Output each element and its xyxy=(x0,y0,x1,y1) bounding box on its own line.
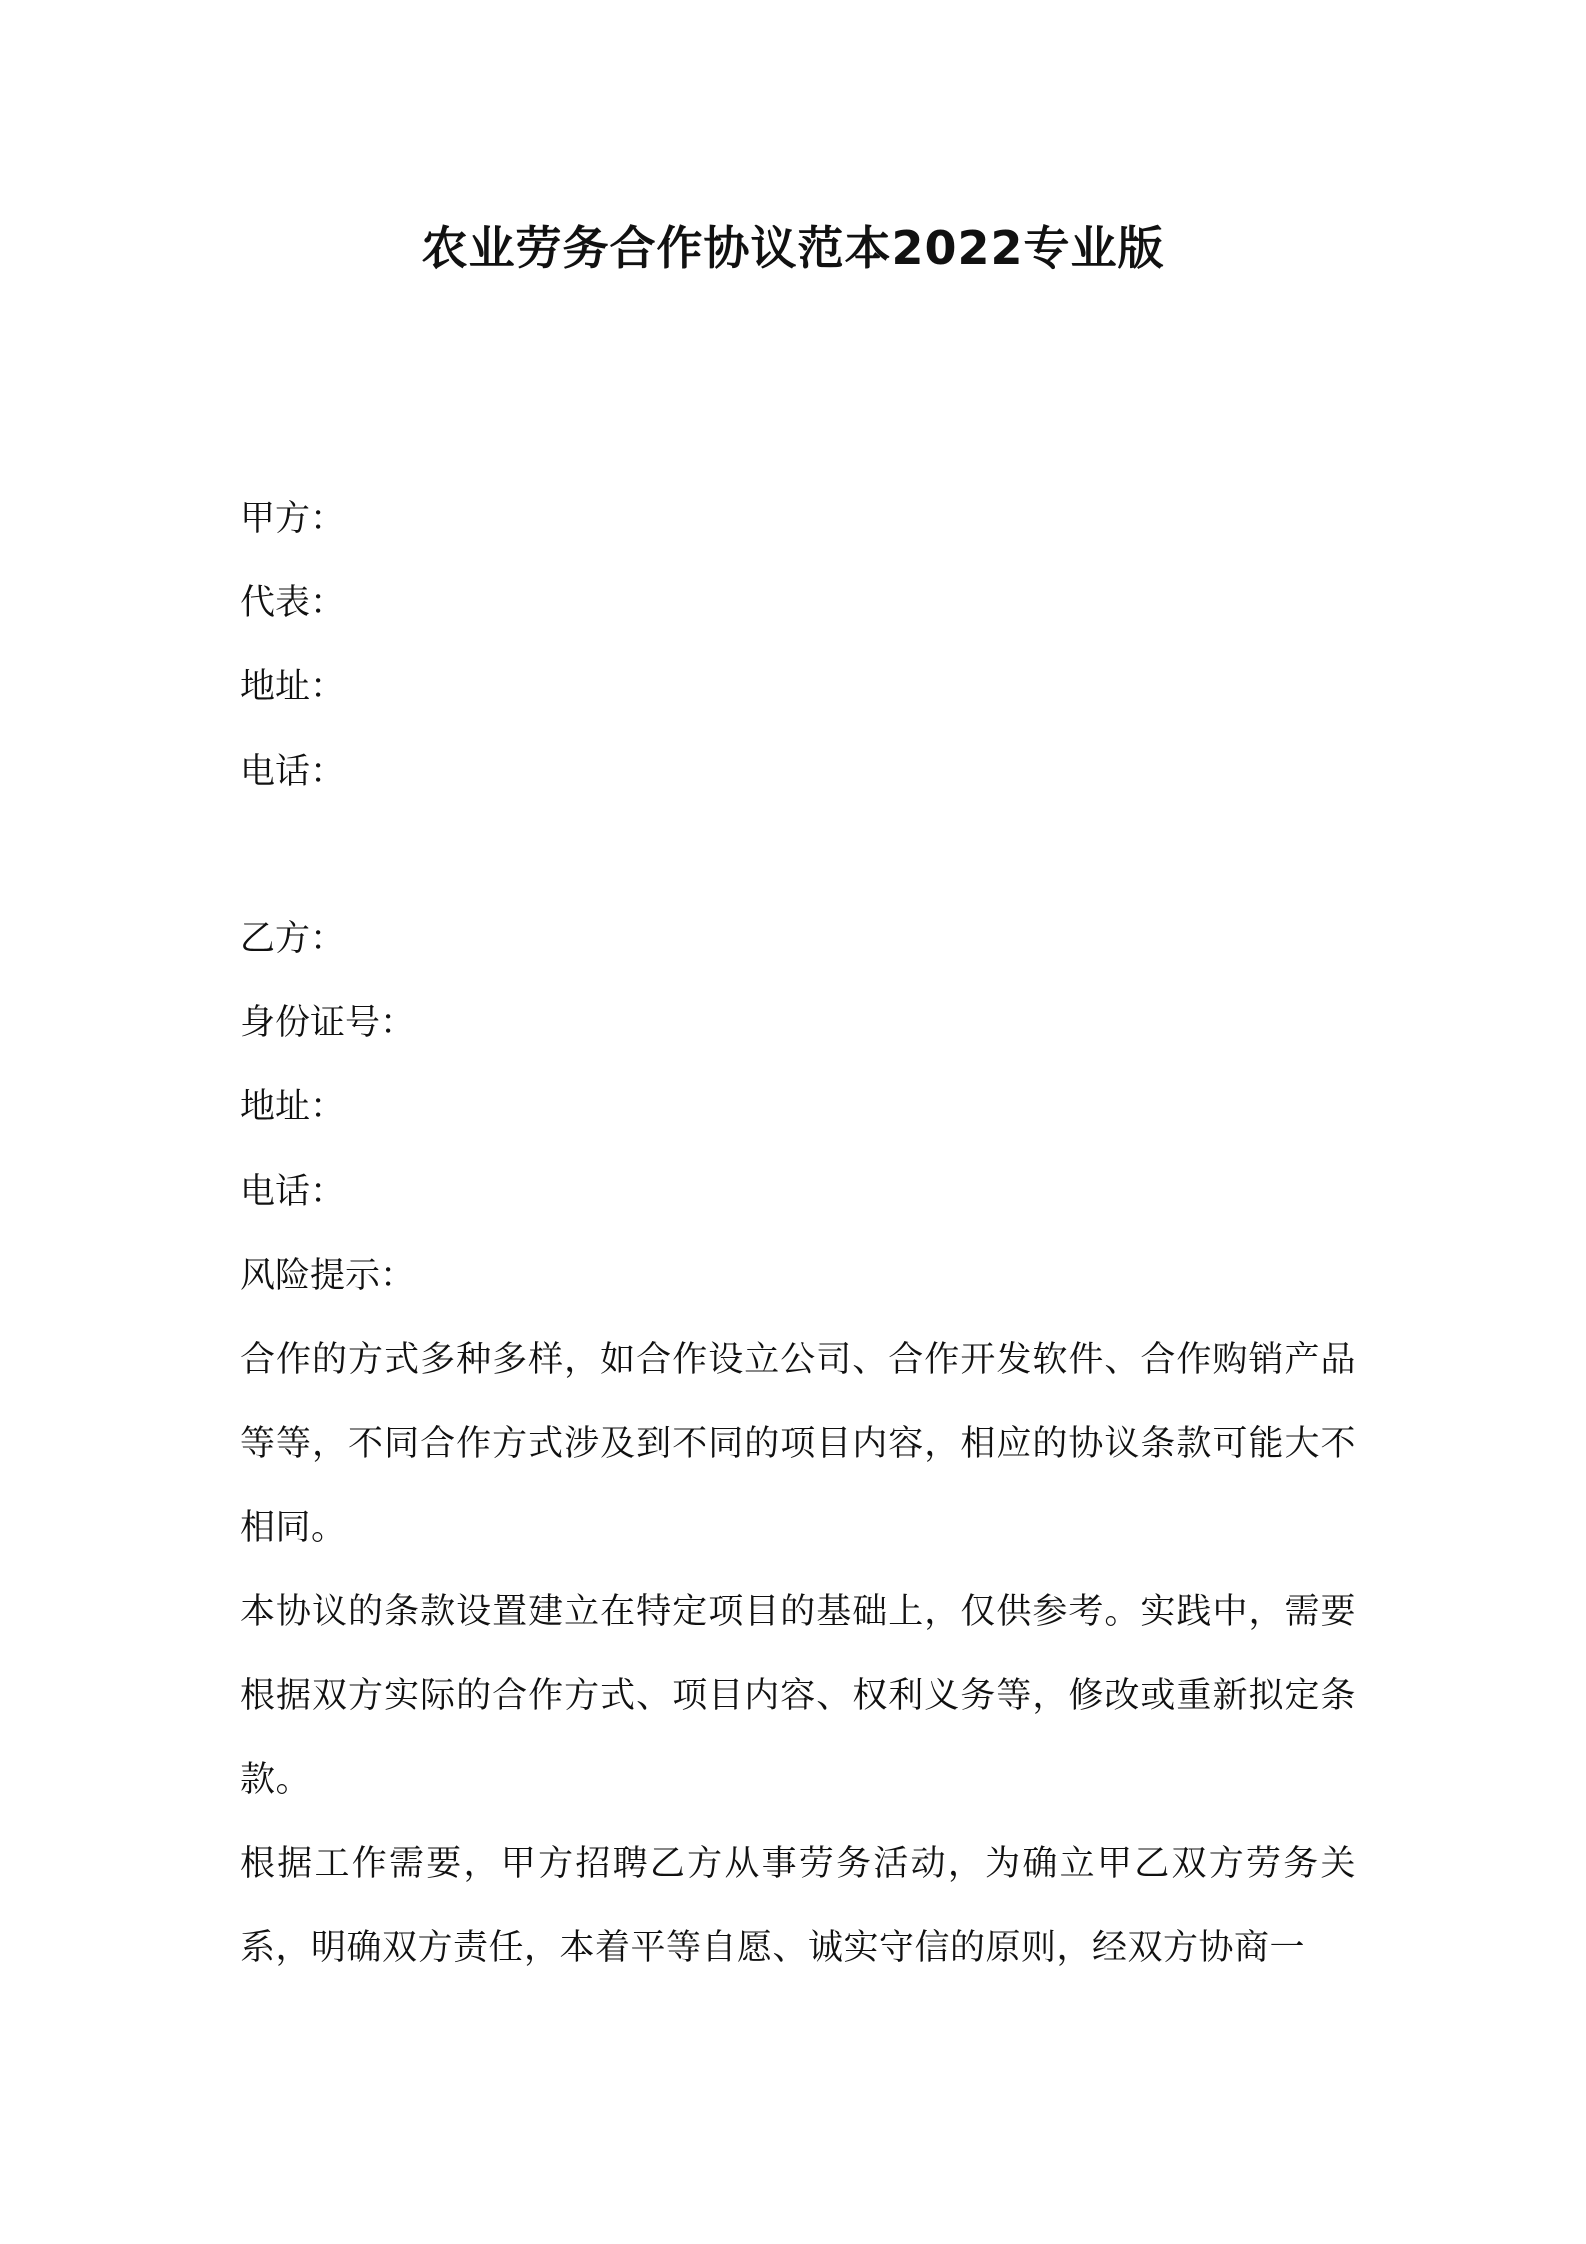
party-b-address-label: 地址： xyxy=(240,1087,346,1127)
party-a-address-label: 地址： xyxy=(240,667,346,707)
document-title: 农业劳务合作协议范本2022专业版 xyxy=(421,221,1165,275)
party-b-label: 乙方： xyxy=(240,919,346,959)
paragraph-clause-reference: 本协议的条款设置建立在特定项目的基础上，仅供参考。实践中，需要根据双方实际的合作方式、项目内容、权利义务等，修改或重新拟定条款。 xyxy=(240,1592,1356,1800)
party-a-representative-label: 代表： xyxy=(240,583,346,623)
party-b-id-label: 身份证号： xyxy=(240,1003,416,1043)
risk-heading: 风险提示： xyxy=(240,1256,416,1296)
paragraph-cooperation-modes: 合作的方式多种多样，如合作设立公司、合作开发软件、合作购销产品等等，不同合作方式涉及到不同的项目内容，相应的协议条款可能大不相同。 xyxy=(240,1340,1356,1548)
paragraph-agreement-basis: 根据工作需要，甲方招聘乙方从事劳务活动，为确立甲乙双方劳务关系，明确双方责任，本着平等自愿、诚实守信的原则，经双方协商一 xyxy=(240,1844,1356,1968)
party-b-phone-label: 电话： xyxy=(240,1172,346,1212)
party-a-phone-label: 电话： xyxy=(240,752,346,792)
party-a-label: 甲方： xyxy=(240,499,346,539)
